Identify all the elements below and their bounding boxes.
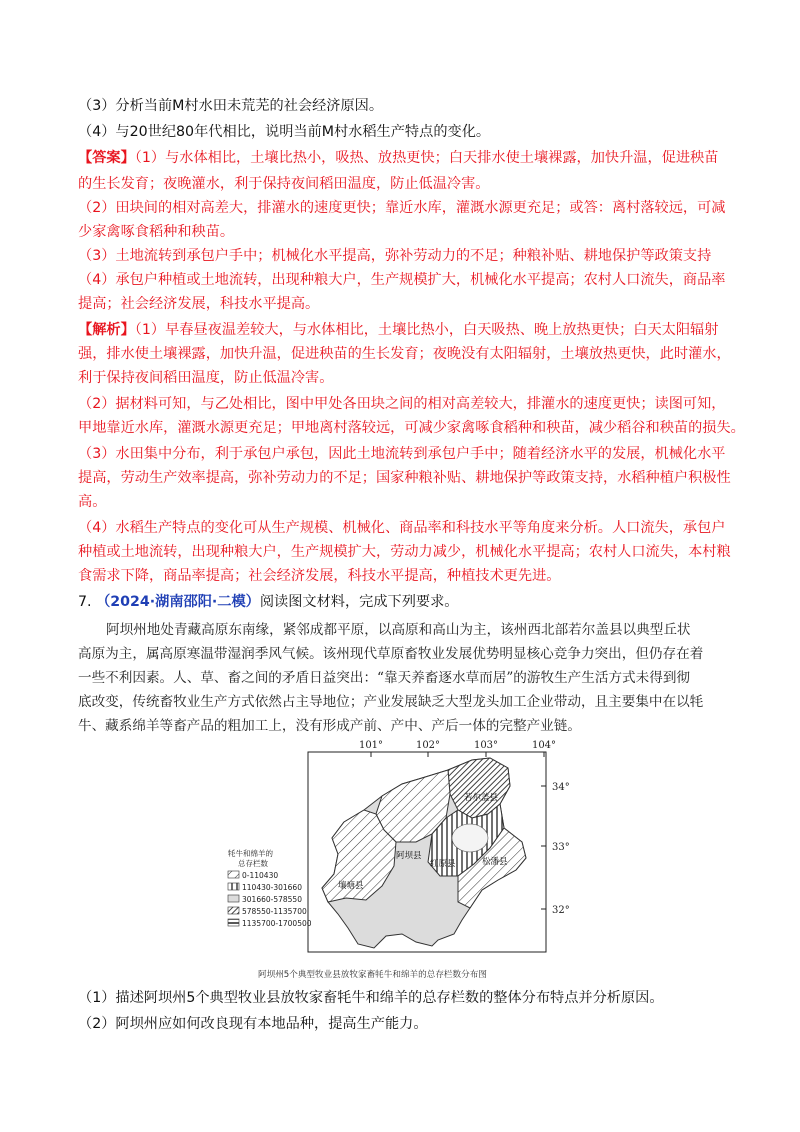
- analysis-line-4: （2）据材料可知，与乙处相比，图中甲处各田块之间的相对高差较大，排灌水的速度更快；读图可知，: [78, 396, 726, 412]
- analysis-line-8: 高。: [78, 494, 107, 510]
- lat-label-34: 34°: [552, 782, 570, 793]
- material-line-5: 牛、藏系绵羊等畜产品的粗加工上，没有形成产前、产中、产后一体的完整产业链。: [78, 718, 581, 734]
- answer-line-5: （3）土地流转到承包户手中；机械化水平提高，弥补劳动力的不足；种粮补贴、耕地保护等政策支持: [78, 248, 712, 264]
- lon-label-101: 101°: [358, 740, 384, 751]
- answer-line-7: 提高；社会经济发展，科技水平提高。: [78, 296, 320, 312]
- legend: [228, 871, 312, 928]
- material-line-2: 高原为主，属高原寒温带湿润季风气候。该州现代草原畜牧业发展优势明显核心竞争力突出，但仍存在着: [78, 646, 704, 662]
- analysis-line-6: （3）水田集中分布，利于承包户承包，因此土地流转到承包户手中；随着经济水平的发展，机械化水平: [78, 446, 726, 462]
- analysis-tag: 【解析】: [78, 322, 135, 338]
- question-number: 7.: [78, 594, 92, 610]
- county-ruoergai: 若尔盖县: [464, 793, 499, 803]
- county-rangtang: 壤塘县: [338, 881, 364, 891]
- answer-line-3: （2）田块间的相对高差大，排灌水的速度更快；靠近水库，灌溉水源更充足；或答：离村落较远，可减: [78, 200, 726, 216]
- analysis-line-7: 提高，劳动生产效率提高，弥补劳动力的不足；国家种粮补贴、耕地保护等政策支持，水稻种植户积极性: [78, 470, 731, 486]
- material-line-4: 底改变，传统畜牧业生产方式依然占主导地位；产业发展缺乏大型龙头加工企业带动，且主要集中在以牦: [78, 694, 704, 710]
- question-4-text: （4）与20世纪80年代相比，说明当前M村水稻生产特点的变化。: [78, 124, 491, 140]
- legend-title-2: 总存栏数: [238, 859, 268, 868]
- legend-item-3: 301660-578550: [242, 895, 302, 904]
- answer-line-4: 少家禽啄食稻种和秧苗。: [78, 224, 235, 240]
- map-svg: [226, 738, 581, 968]
- analysis-line-1: 【解析】（1）早春昼夜温差较大，与水体相比，土壤比热小，白天吸热、晚上放热更快；白天太阳辐射: [78, 322, 719, 338]
- legend-item-1: 0-110430: [242, 871, 279, 880]
- analysis-line-5: 甲地靠近水库，灌溉水源更充足；甲地离村落较远，可减少家禽啄食稻种和秧苗，减少稻谷和秧苗的损失。: [78, 420, 745, 436]
- question-7-2: （2）阿坝州应如何改良现有本地品种，提高生产能力。: [78, 1016, 428, 1032]
- analysis-line-10: 种植或土地流转，出现种粮大户，生产规模扩大，劳动力减少，机械化水平提高；农村人口流失，本村粮: [78, 544, 731, 560]
- lat-label-32: 32°: [552, 905, 570, 916]
- legend-item-2: 110430-301660: [242, 883, 302, 892]
- question-3-text: （3）分析当前M村水田未荒芜的社会经济原因。: [78, 98, 384, 114]
- question-7-header: [78, 592, 458, 612]
- material-line-1: 阿坝州地处青藏高原东南缘，紧邻成都平原，以高原和高山为主，该州西北部若尔盖县以典型丘状: [106, 622, 691, 638]
- distribution-map: [226, 738, 581, 968]
- region-white-center: [452, 824, 488, 852]
- answer-line-2: 的生长发育；夜晚灌水，利于保持夜间稻田温度，防止低温冷害。: [78, 176, 490, 192]
- material-line-3: 一些不利因素。人、草、畜之间的矛盾日益突出：“靠天养畜逐水草而居”的游牧生产生活方式未得到彻: [78, 670, 691, 686]
- legend-item-5: 1135700-1700500: [242, 919, 312, 928]
- legend-title-1: 牦牛和绵羊的: [228, 849, 273, 858]
- analysis-line-2: 强，排水使土壤裸露，加快升温，促进秧苗的生长发育；夜晚没有太阳辐射，土壤放热更快，此时灌水，: [78, 346, 731, 362]
- lon-label-102: 102°: [415, 740, 441, 751]
- analysis-line-3: 利于保持夜间稻田温度，防止低温冷害。: [78, 370, 334, 386]
- map-caption: 阿坝州5个典型牧业县放牧家畜牦牛和绵羊的总存栏数分布图: [258, 970, 487, 980]
- analysis-line-9: （4）水稻生产特点的变化可从生产规模、机械化、商品率和科技水平等角度来分析。人口流失，承包户: [78, 520, 726, 536]
- county-hongyuan: 红原县: [430, 859, 456, 869]
- question-source: （2024·湖南邵阳·二模）: [96, 594, 260, 610]
- answer-tag: 【答案】: [78, 150, 135, 166]
- lon-label-104: 104°: [531, 740, 557, 751]
- lat-label-33: 33°: [552, 842, 570, 853]
- answer-line-6: （4）承包户种植或土地流转，出现种粮大户，生产规模扩大，机械化水平提高；农村人口流失，商品率: [78, 272, 726, 288]
- county-songpan: 松潘县: [482, 857, 508, 867]
- question-intro: 阅读图文材料，完成下列要求。: [259, 594, 459, 610]
- question-7-1: （1）描述阿坝州5个典型牧业县放牧家畜牦牛和绵羊的总存栏数的整体分布特点并分析原因。: [78, 990, 664, 1006]
- lon-label-103: 103°: [473, 740, 499, 751]
- county-aba: 阿坝县: [396, 851, 422, 861]
- analysis-line-11: 食需求下降，商品率提高；社会经济发展，科技水平提高，种植技术更先进。: [78, 568, 561, 584]
- legend-item-4: 578550-1135700: [242, 907, 307, 916]
- answer-line-1: 【答案】（1）与水体相比，土壤比热小，吸热、放热更快；白天排水使土壤裸露，加快升温，促进秧苗: [78, 150, 719, 166]
